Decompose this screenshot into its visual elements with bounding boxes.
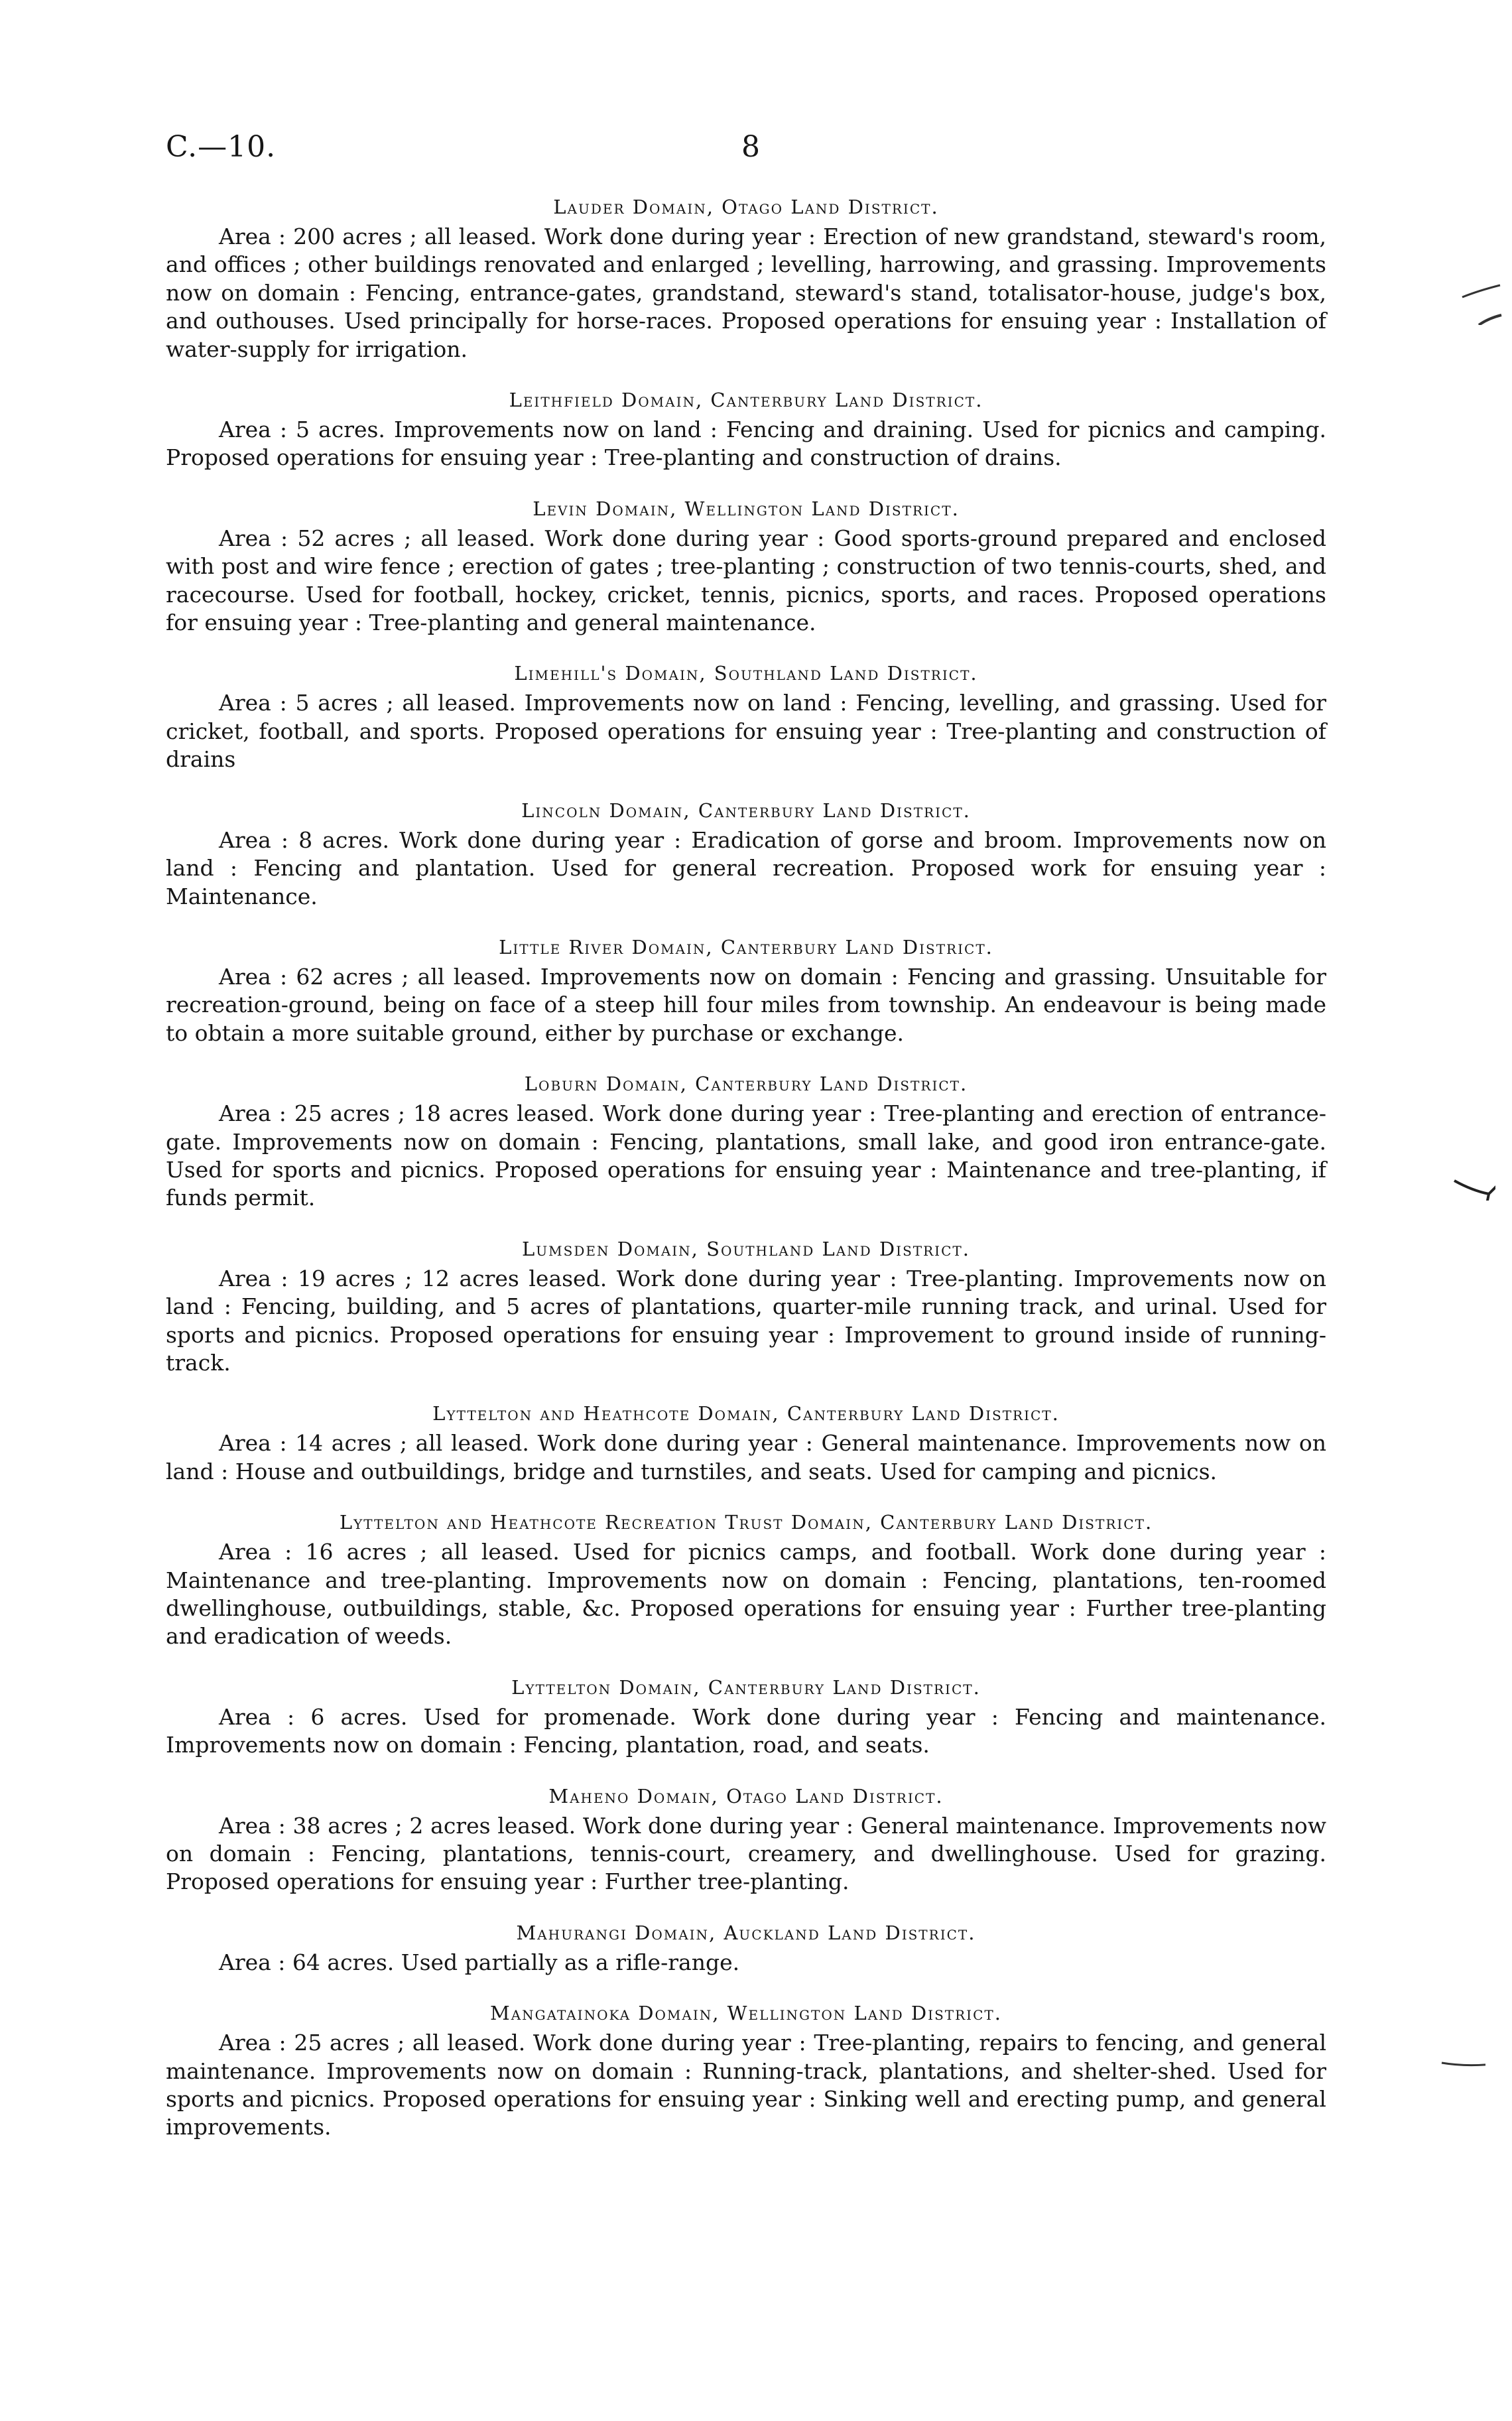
page-header (166, 130, 1326, 176)
entry-lyttelton-heathcote-recreation-trust-domain (166, 1508, 1326, 1651)
entry-body: Area : 8 acres. Work done during year : Eradication of gorse and broom. Improvements now on land : Fencing and plantation. Used for general recreation. Proposed work for ensuing year : Maintenance. (166, 826, 1326, 909)
entry-heading: Lyttelton Domain, Canterbury Land District. (511, 1675, 981, 1699)
entry-heading: Lauder Domain, Otago Land District. (553, 196, 939, 218)
entry-lumsden-domain (166, 1234, 1326, 1378)
entry-body: Area : 25 acres ; all leased. Work done during year : Tree-planting, repairs to fencing, and general maintenance. Improvements now on domain : Running-track, plantations, and shelter-shed. Used for sports and picnics. Proposed operations for ensuing year : Sinking well and erecting pump, and general improvements. (166, 2030, 1326, 2140)
entry-lauder-domain (166, 192, 1326, 363)
domain-entries (166, 192, 1326, 2142)
entry-lyttelton-domain (166, 1673, 1326, 1760)
entry-heading: Leithfield Domain, Canterbury Land District. (509, 389, 983, 412)
entry-heading: Maheno Domain, Otago Land District. (548, 1784, 944, 1807)
entry-body: Area : 200 acres ; all leased. Work done during year : Erection of new grandstand, steward's room, and offices ; other buildings renovated and enlarged ; levelling, harrowing, and grassing. Improvements now on domain : Fencing, entrance-gates, grandstand, steward's stand, totalisator-house, judge's box, and outhouses. Used principally for horse-races. Proposed operations for ensuing year : Installation of water-supply for irrigation. (166, 224, 1326, 362)
entry-heading: Lumsden Domain, Southland Land District. (522, 1237, 970, 1260)
document-reference: C.—10. (166, 130, 277, 164)
entry-body: Area : 64 acres. Used partially as a rifle-range. (219, 1949, 740, 1975)
entry-maheno-domain (166, 1782, 1326, 1896)
entry-heading: Lincoln Domain, Canterbury Land District. (521, 799, 971, 822)
entry-body: Area : 5 acres. Improvements now on land : Fencing and draining. Used for picnics and camping. Proposed operations for ensuing year : Tree-planting and construction of drains. (166, 417, 1326, 471)
binding-mark-top (1459, 279, 1505, 325)
entry-mahurangi-domain (166, 1918, 1326, 1977)
entry-body: Area : 38 acres ; 2 acres leased. Work done during year : General maintenance. Improvements now on domain : Fencing, plantations, tennis-court, creamery, and dwellinghouse. Used for grazing. Proposed operations for ensuing year : Further tree-planting. (166, 1812, 1326, 1895)
entry-heading: Mangatainoka Domain, Wellington Land District. (490, 2002, 1002, 2025)
entry-heading: Lyttelton and Heathcote Recreation Trust Domain, Canterbury Land District. (339, 1511, 1153, 1534)
entry-mangatainoka-domain (166, 1998, 1326, 2142)
entry-heading: Mahurangi Domain, Auckland Land District. (516, 1921, 976, 1944)
entry-little-river-domain (166, 933, 1326, 1047)
entry-body: Area : 16 acres ; all leased. Used for picnics camps, and football. Work done during year : Maintenance and tree-planting. Improvements now on domain : Fencing, plantations, ten-roomed dwellinghouse, outbuildings, stable, &c. Proposed operations for ensuing year : Further tree-planting and eradication of weeds. (166, 1539, 1326, 1650)
entry-body: Area : 6 acres. Used for promenade. Work done during year : Fencing and maintenance. Improvements now on domain : Fencing, plantation, road, and seats. (166, 1703, 1326, 1758)
entry-lincoln-domain (166, 796, 1326, 911)
entry-heading: Limehill's Domain, Southland Land District. (514, 662, 978, 685)
entry-lyttelton-heathcote-domain (166, 1399, 1326, 1486)
binding-mark-bottom (1439, 2050, 1485, 2096)
entry-heading: Levin Domain, Wellington Land District. (533, 497, 960, 520)
entry-heading: Little River Domain, Canterbury Land District. (499, 935, 993, 958)
entry-body: Area : 5 acres ; all leased. Improvements now on land : Fencing, levelling, and grassing. Used for cricket, football, and sports. Proposed operations for ensuing year : Tree-planting and construction of drains (166, 690, 1326, 773)
entry-body: Area : 52 acres ; all leased. Work done during year : Good sports-ground prepared and enclosed with post and wire fence ; erection of gates ; tree-planting ; construction of two tennis-courts, shed, and racecourse. Used for football, hockey, cricket, tennis, picnics, sports, and races. Proposed operations for ensuing year : Tree-planting and general maintenance. (166, 525, 1326, 636)
page-number: 8 (741, 130, 760, 164)
entry-limehills-domain (166, 659, 1326, 773)
entry-heading: Lyttelton and Heathcote Domain, Canterbury Land District. (432, 1402, 1060, 1425)
entry-heading: Loburn Domain, Canterbury Land District. (524, 1073, 968, 1096)
entry-leithfield-domain (166, 385, 1326, 472)
entry-loburn-domain (166, 1069, 1326, 1212)
entry-body: Area : 62 acres ; all leased. Improvements now on domain : Fencing and grassing. Unsuitable for recreation-ground, being on face of a steep hill four miles from township. An endeavour is being made to obtain a more suitable ground, either by purchase or exchange. (166, 963, 1326, 1046)
entry-body: Area : 19 acres ; 12 acres leased. Work done during year : Tree-planting. Improvements now on land : Fencing, building, and 5 acres of plantations, quarter-mile running track, and urinal. Used for sports and picnics. Proposed operations for ensuing year : Improvement to ground inside of running-track. (166, 1265, 1326, 1376)
binding-mark-middle (1449, 1154, 1495, 1201)
entry-levin-domain (166, 494, 1326, 637)
entry-body: Area : 14 acres ; all leased. Work done during year : General maintenance. Improvements now on land : House and outbuildings, bridge and turnstiles, and seats. Used for camping and picnics. (166, 1430, 1326, 1484)
entry-body: Area : 25 acres ; 18 acres leased. Work done during year : Tree-planting and erection of entrance-gate. Improvements now on domain : Fencing, plantations, small lake, and good iron entrance-gate. Used for sports and picnics. Proposed operations for ensuing year : Maintenance and tree-planting, if funds permit. (166, 1100, 1326, 1211)
